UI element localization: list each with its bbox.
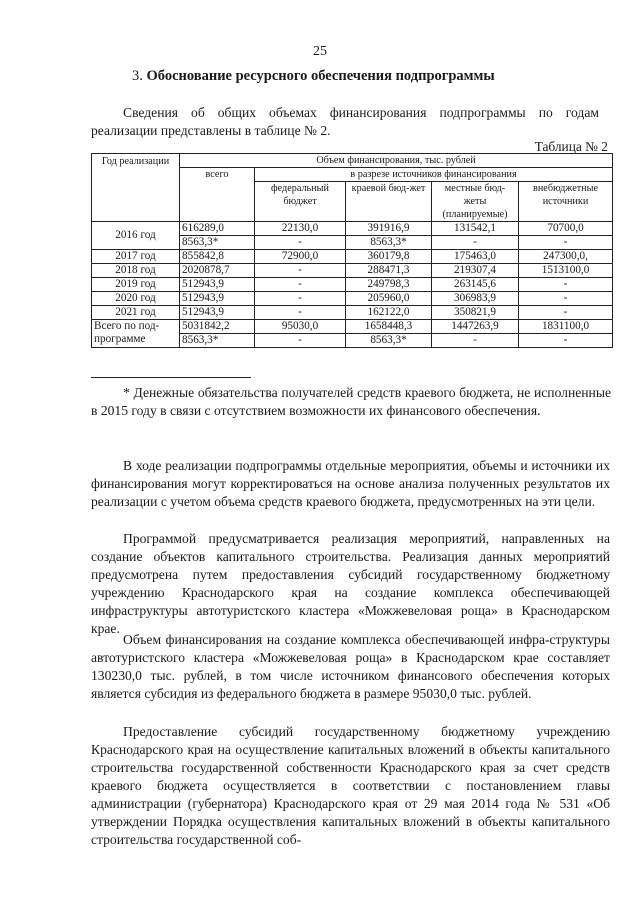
cell-local: 131542,1 bbox=[432, 222, 519, 236]
cell-federal: 95030,0 bbox=[255, 320, 346, 334]
section-number: 3. bbox=[132, 68, 143, 84]
footnote-divider bbox=[91, 377, 251, 378]
cell-extra: 247300,0, bbox=[519, 250, 613, 264]
cell-local: 175463,0 bbox=[432, 250, 519, 264]
footnote: * Денежные обязательства получателей средств краевого бюджета, не исполненные в 2015 году в связи с отсутствием возможности их финансового обеспечения. bbox=[91, 385, 611, 418]
body-paragraph: В ходе реализации подпрограммы отдельные мероприятия, объемы и источники их финансирования могут корректироваться на основе анализа полученных результатов их реализации с учетом объема средств краевого бюджета, предусмотренных на эти цели. bbox=[91, 458, 610, 509]
cell-extra: 1513100,0 bbox=[519, 264, 613, 278]
section-heading bbox=[132, 68, 495, 85]
cell-local: - bbox=[432, 236, 519, 250]
cell-regional: 205960,0 bbox=[346, 292, 432, 306]
cell-local: 350821,9 bbox=[432, 306, 519, 320]
cell-regional: 360179,8 bbox=[346, 250, 432, 264]
cell-federal: 22130,0 bbox=[255, 222, 346, 236]
row-year: 2017 год bbox=[92, 250, 180, 264]
header-regional: краевой бюд-жет bbox=[346, 182, 432, 222]
cell-total: 8563,3* bbox=[180, 334, 255, 348]
header-federal: федеральный бюджет bbox=[255, 182, 346, 222]
table-row bbox=[92, 250, 613, 264]
cell-regional: 162122,0 bbox=[346, 306, 432, 320]
header-year: Год реализации bbox=[92, 154, 180, 222]
body-paragraph: Программой предусматривается реализация мероприятий, направленных на создание объектов капитального строительства. Реализация данных мероприятий предусмотрена путем предоставления субсидий государственному бюджетному учреждению Краснодарского края на создание комплекса обеспечивающей инфраструктуры автотуристского кластера «Можжевеловая роща» в Краснодарском крае. bbox=[91, 531, 610, 636]
row-year: 2020 год bbox=[92, 292, 180, 306]
cell-regional: 1658448,3 bbox=[346, 320, 432, 334]
intro-paragraph: Сведения об общих объемах финансирования подпрограммы по годам реализации представлены в таблице № 2. bbox=[91, 105, 599, 138]
cell-regional: 391916,9 bbox=[346, 222, 432, 236]
cell-total: 512943,9 bbox=[180, 306, 255, 320]
cell-regional: 288471,3 bbox=[346, 264, 432, 278]
cell-local: 1447263,9 bbox=[432, 320, 519, 334]
header-volume: Объем финансирования, тыс. рублей bbox=[180, 154, 613, 168]
cell-local: 263145,6 bbox=[432, 278, 519, 292]
cell-extra: - bbox=[519, 334, 613, 348]
financing-table bbox=[91, 153, 613, 348]
cell-extra: 1831100,0 bbox=[519, 320, 613, 334]
cell-federal: - bbox=[255, 292, 346, 306]
cell-federal: - bbox=[255, 334, 346, 348]
header-total: всего bbox=[180, 168, 255, 222]
header-extra: внебюджетные источники bbox=[519, 182, 613, 222]
cell-total: 616289,0 bbox=[180, 222, 255, 236]
row-year: 2016 год bbox=[92, 222, 180, 250]
table-row bbox=[92, 306, 613, 320]
body-paragraph: Предоставление субсидий государственному бюджетному учреждению Краснодарского края на осуществление капитальных вложений в объекты капитального строительства государственной собственности Краснодарского края за счет средств краевого бюджета осуществляется в соответствии с постановлением главы администрации (губернатора) Краснодарского края от 29 мая 2014 года № 531 «Об утверждении Порядка осуществления капитальных вложений в объекты капитального строительства государственной соб- bbox=[91, 724, 610, 847]
cell-total: 512943,9 bbox=[180, 292, 255, 306]
section-title: Обоснование ресурсного обеспечения подпрограммы bbox=[146, 68, 495, 84]
cell-federal: - bbox=[255, 278, 346, 292]
body-paragraph: Объем финансирования на создание комплекса обеспечивающей инфра-структуры автотуристского кластера «Можжевеловая роща» в Краснодарском крае составляет 130230,0 тыс. рублей, в том числе источником финансового обеспечения которых является субсидия из федерального бюджета в размере 95030,0 тыс. рублей. bbox=[91, 632, 610, 701]
table-row-total bbox=[92, 320, 613, 334]
header-sources: в разрезе источников финансирования bbox=[255, 168, 613, 182]
row-year: 2019 год bbox=[92, 278, 180, 292]
row-year: Всего по под-программе bbox=[92, 320, 180, 348]
table-caption: Таблица № 2 bbox=[534, 139, 608, 154]
cell-federal: - bbox=[255, 306, 346, 320]
page-number: 25 bbox=[313, 44, 327, 59]
cell-extra: - bbox=[519, 236, 613, 250]
cell-extra: - bbox=[519, 292, 613, 306]
cell-extra: 70700,0 bbox=[519, 222, 613, 236]
cell-local: - bbox=[432, 334, 519, 348]
table-row bbox=[92, 292, 613, 306]
cell-extra: - bbox=[519, 278, 613, 292]
header-local: местные бюд-жеты (планируемые) bbox=[432, 182, 519, 222]
cell-total: 8563,3* bbox=[180, 236, 255, 250]
cell-local: 306983,9 bbox=[432, 292, 519, 306]
cell-local: 219307,4 bbox=[432, 264, 519, 278]
cell-total: 5031842,2 bbox=[180, 320, 255, 334]
row-year: 2021 год bbox=[92, 306, 180, 320]
cell-regional: 249798,3 bbox=[346, 278, 432, 292]
cell-extra: - bbox=[519, 306, 613, 320]
cell-federal: 72900,0 bbox=[255, 250, 346, 264]
table-row bbox=[92, 278, 613, 292]
table-row bbox=[92, 264, 613, 278]
table-row bbox=[92, 222, 613, 236]
cell-total: 855842,8 bbox=[180, 250, 255, 264]
cell-federal: - bbox=[255, 236, 346, 250]
cell-regional: 8563,3* bbox=[346, 236, 432, 250]
cell-regional: 8563,3* bbox=[346, 334, 432, 348]
cell-total: 512943,9 bbox=[180, 278, 255, 292]
cell-total: 2020878,7 bbox=[180, 264, 255, 278]
row-year: 2018 год bbox=[92, 264, 180, 278]
cell-federal: - bbox=[255, 264, 346, 278]
